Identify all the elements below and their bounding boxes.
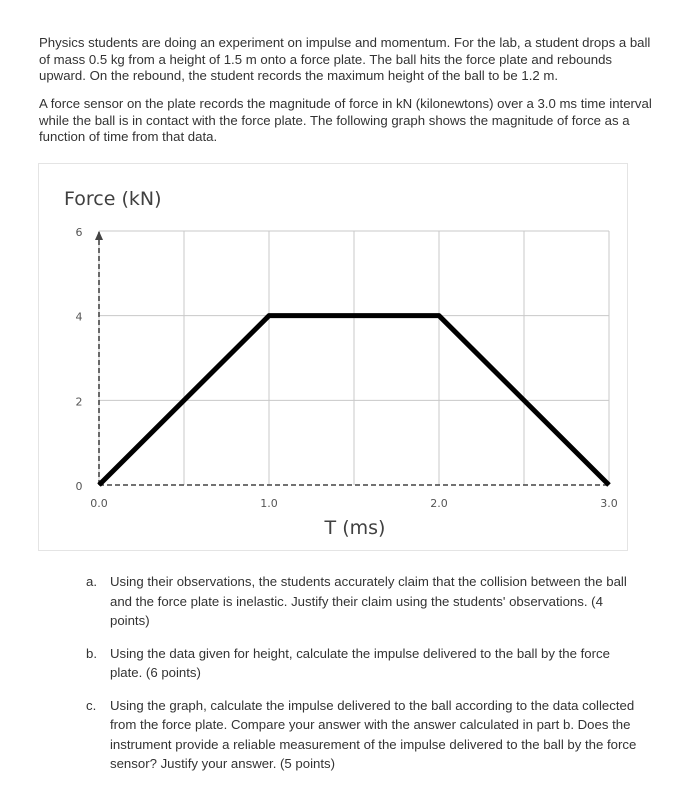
y-tick-label: 2 — [75, 395, 83, 409]
y-tick-label: 6 — [75, 226, 83, 239]
x-axis-label: T (ms) — [324, 517, 386, 539]
x-tick-label: 3.0 — [600, 497, 618, 510]
chart-title: Force (kN) — [64, 188, 162, 210]
chart-svg — [39, 164, 627, 550]
question-text: Using the graph, calculate the impulse delivered to the ball according to the data collected from the force plate. Compare your answer with the answer calculated in part b. Does the instrument provide a reliable measurement of the impulse delivered to the ball by the force sensor? Justify your answer. (5 points) — [110, 697, 637, 771]
question-c — [84, 696, 644, 774]
question-marker: a. — [86, 574, 97, 589]
y-tick-label: 0 — [75, 480, 83, 493]
x-tick-label: 0.0 — [90, 497, 108, 510]
x-tick-label: 2.0 — [430, 497, 448, 510]
intro-paragraph-2: A force sensor on the plate records the magnitude of force in kN (kilonewtons) over a 3.0 ms time interval while the ball is in contact with the force plate. The following graph shows the magnitude of force as a function of time from that data. — [39, 96, 652, 144]
question-marker: b. — [86, 645, 97, 661]
question-text: Using the data given for height, calculate the impulse delivered to the ball by the force plate. (6 points) — [110, 645, 610, 680]
question-a — [84, 572, 644, 631]
y-axis-arrowhead — [95, 231, 103, 240]
question-list — [84, 572, 644, 787]
force-time-chart — [38, 163, 628, 551]
question-marker: c. — [86, 697, 97, 713]
y-tick-label: 4 — [75, 310, 83, 324]
x-tick-label: 1.0 — [260, 497, 278, 510]
intro-paragraph-1: Physics students are doing an experiment on impulse and momentum. For the lab, a student drops a ball of mass 0.5 kg from a height of 1.5 m onto a force plate. The ball hits the force plate and rebounds upward. On the rebound, the student records the maximum height of the ball to be 1.2 m. — [39, 35, 651, 83]
question-b — [84, 644, 644, 683]
question-text: Using their observations, the students accurately claim that the collision between the ball and the force plate is inelastic. Justify their claim using the students' observations. (4 points) — [110, 574, 627, 628]
